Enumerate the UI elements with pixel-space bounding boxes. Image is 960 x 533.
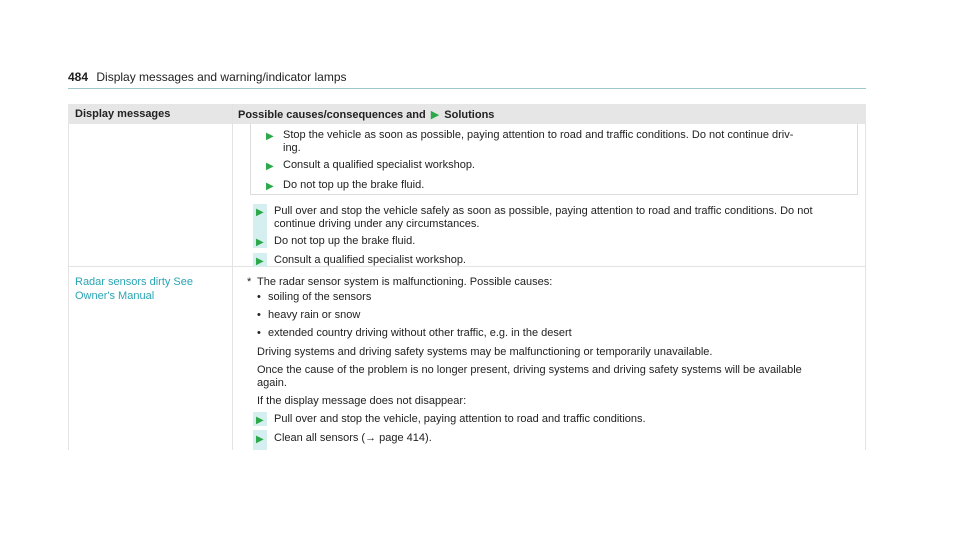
step-arrow-icon: ▶ <box>256 207 264 218</box>
table-right-border <box>865 124 866 450</box>
intro-marker: * <box>247 276 252 288</box>
step-text: Do not top up the brake fluid. <box>274 235 416 247</box>
step-arrow-icon: ▶ <box>256 415 264 426</box>
step-text: Stop the vehicle as soon as possible, paying attention to road and traffic conditions. Do not continue driv- <box>283 129 794 141</box>
paragraph-cont: again. <box>257 377 287 389</box>
bullet-icon: • <box>257 309 261 321</box>
step-arrow-icon: ▶ <box>256 434 264 445</box>
step-text-cont: ing. <box>283 142 301 154</box>
step-text: Consult a qualified specialist workshop. <box>274 254 466 266</box>
display-message-radar: Radar sensors dirty See <box>75 276 193 288</box>
col-header-causes <box>238 108 494 121</box>
paragraph: If the display message does not disappear: <box>257 395 467 407</box>
table-left-border <box>68 124 69 450</box>
cause-item: soiling of the sensors <box>268 291 372 303</box>
page-header <box>68 70 347 84</box>
solution-arrow-icon: ▶ <box>430 109 440 121</box>
page-number: 484 <box>68 70 89 84</box>
step-arrow-icon: ▶ <box>266 161 274 172</box>
row-divider <box>68 266 866 267</box>
step-text-cont: continue driving under any circumstances. <box>274 218 480 230</box>
step-text: Consult a qualified specialist workshop. <box>283 159 475 171</box>
paragraph: Once the cause of the problem is no longer present, driving systems and driving safety systems will be available <box>257 364 802 376</box>
col-header-solutions-text: Solutions <box>444 109 495 121</box>
header-divider <box>68 88 866 89</box>
cause-item: heavy rain or snow <box>268 309 361 321</box>
page-title: Display messages and warning/indicator lamps <box>96 70 347 84</box>
step-text: Pull over and stop the vehicle safely as soon as possible, paying attention to road and traffic conditions. Do not <box>274 205 813 217</box>
table-header <box>68 104 866 124</box>
step-text: Pull over and stop the vehicle, paying attention to road and traffic conditions. <box>274 413 646 425</box>
step-arrow-icon: ▶ <box>266 181 274 192</box>
display-message-radar-cont: Owner's Manual <box>75 290 155 302</box>
step-arrow-icon: ▶ <box>266 131 274 142</box>
cause-intro: The radar sensor system is malfunctioning. Possible causes: <box>257 276 553 288</box>
paragraph: Driving systems and driving safety systems may be malfunctioning or temporarily unavailable. <box>257 346 713 358</box>
col-header-causes-text: Possible causes/consequences and <box>238 109 426 121</box>
cause-item: extended country driving without other traffic, e.g. in the desert <box>268 327 572 339</box>
bullet-icon: • <box>257 291 261 303</box>
col-header-messages: Display messages <box>75 108 171 120</box>
bullet-icon: • <box>257 327 261 339</box>
step-arrow-icon: ▶ <box>256 237 264 248</box>
display-messages-table <box>68 104 866 450</box>
step-text: Clean all sensors (→ page 414). <box>274 432 432 444</box>
column-divider <box>232 104 233 450</box>
step-arrow-icon: ▶ <box>256 256 264 267</box>
step-text: Do not top up the brake fluid. <box>283 179 425 191</box>
